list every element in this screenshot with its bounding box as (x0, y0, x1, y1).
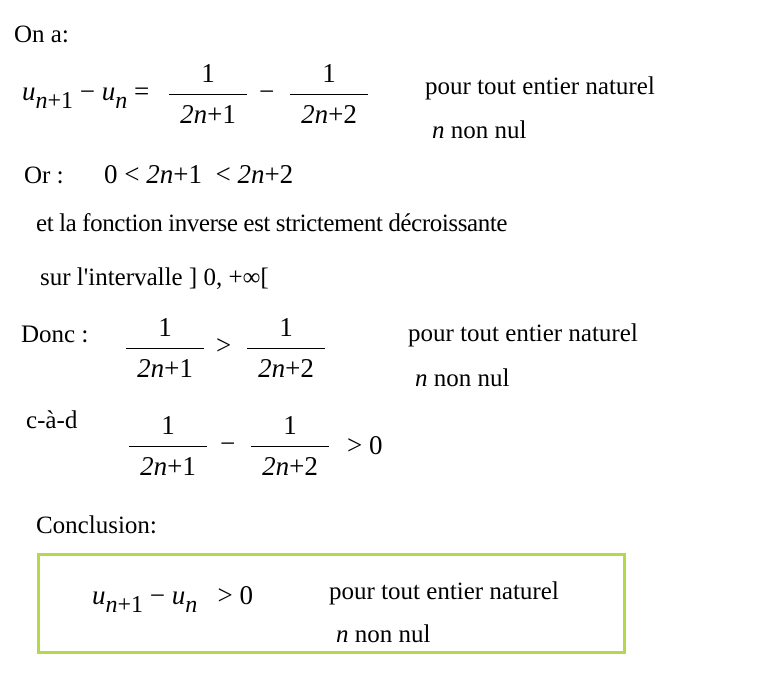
donc-label: Donc : (21, 321, 89, 348)
minus-operator: − (259, 76, 275, 106)
fraction-numerator: 1 (201, 58, 215, 88)
greater-than-zero: > 0 (347, 430, 383, 460)
or-label: Or : (24, 162, 64, 189)
equals-sign: = (134, 76, 150, 106)
interval-text: sur l'intervalle ] 0, +∞[ (40, 264, 269, 291)
fraction-1-over-2n-plus-1: 1 2n+1 (126, 314, 204, 382)
cad-label: c-à-d (26, 407, 78, 434)
subscript-n: n (35, 88, 48, 114)
fraction-1-over-2n-plus-1 (169, 60, 247, 128)
interval-notation: ] 0, +∞[ (188, 264, 269, 291)
fraction-bar (247, 348, 325, 349)
condition-n-nonnul: n non nul (336, 621, 431, 648)
fraction-1-over-2n-plus-2 (290, 60, 368, 128)
subscript-n-2: n (115, 88, 128, 114)
minus-sign: − (79, 76, 96, 106)
fraction-1-over-2n-plus-2: 1 2n+2 (247, 314, 325, 382)
u-symbol-2: u (101, 76, 116, 106)
difference-expression (22, 78, 149, 113)
fraction-denominator: 2n+2 (301, 99, 357, 129)
intro-label: On a: (14, 21, 69, 48)
minus-operator: − (220, 428, 236, 458)
fraction-numerator: 1 (322, 58, 336, 88)
fraction-1-over-2n-plus-1: 1 2n+1 (129, 412, 207, 480)
u-symbol: u (22, 76, 36, 106)
greater-than-operator: > (216, 330, 232, 360)
condition-n-nonnul: n non nul (415, 365, 510, 392)
conclusion-label: Conclusion: (36, 512, 157, 539)
condition-text: pour tout entier naturel (408, 320, 638, 347)
fraction-bar (126, 348, 204, 349)
fraction-bar (290, 94, 368, 95)
fraction-1-over-2n-plus-2: 1 2n+2 (251, 412, 329, 480)
function-text: et la fonction inverse est strictement décroissante (36, 210, 508, 237)
fraction-bar (251, 446, 329, 447)
inequality-chain: 0 < 2n+1 < 2n+2 (104, 159, 294, 189)
conclusion-expression: $u_{n+1} - u_n$ > 0 (92, 580, 254, 618)
condition-n-nonnul: n non nul (432, 117, 527, 144)
fraction-bar (169, 94, 247, 95)
condition-text: pour tout entier naturel (329, 578, 559, 605)
fraction-bar (129, 446, 207, 447)
condition-text: pour tout entier naturel (425, 73, 655, 100)
subscript-plus-one: +1 (47, 88, 74, 114)
fraction-denominator: 2n+1 (180, 99, 236, 129)
